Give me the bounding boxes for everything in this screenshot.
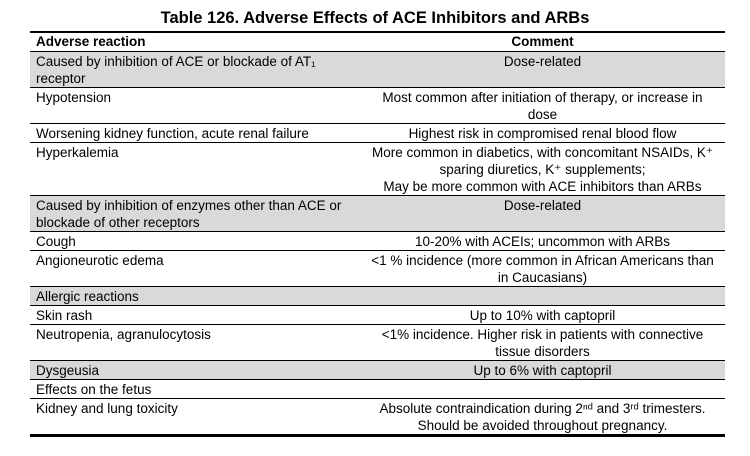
reaction-text-line: Worsening kidney function, acute renal failure	[36, 126, 309, 141]
cell-adverse-reaction	[30, 380, 360, 399]
table-row	[30, 251, 725, 287]
cell-adverse-reaction	[30, 287, 360, 306]
cell-adverse-reaction	[30, 325, 360, 361]
comment-text-line: Should be avoided throughout pregnancy.	[417, 418, 668, 433]
cell-comment	[360, 306, 725, 325]
reaction-text-line: Cough	[36, 234, 76, 249]
comment-text-line: in Caucasians)	[497, 270, 588, 285]
comment-text-line: Up to 6% with captopril	[473, 363, 612, 378]
cell-adverse-reaction	[30, 88, 360, 124]
reaction-text-line: Dysgeusia	[36, 363, 100, 378]
table-row	[30, 88, 725, 124]
table-body	[30, 52, 725, 436]
header-adverse-reaction: Adverse reaction	[30, 32, 360, 52]
cell-comment	[360, 232, 725, 251]
cell-comment	[360, 88, 725, 124]
cell-adverse-reaction	[30, 52, 360, 88]
comment-text-line: tissue disorders	[495, 344, 590, 359]
table-row	[30, 361, 725, 380]
table-row	[30, 52, 725, 88]
table-row	[30, 306, 725, 325]
comment-text-line: Absolute contraindication during 2ⁿᵈ and 3ʳᵈ trimesters.	[379, 401, 706, 416]
header-comment: Comment	[360, 32, 725, 52]
comment-text-line: Dose-related	[503, 198, 582, 213]
table-row	[30, 287, 725, 306]
reaction-text-line: blockade of other receptors	[36, 215, 200, 230]
cell-adverse-reaction	[30, 361, 360, 380]
table-header-row	[30, 32, 725, 52]
adverse-effects-table	[30, 31, 725, 437]
comment-text-line: 10-20% with ACEIs; uncommon with ARBs	[414, 234, 671, 249]
reaction-text-line: Hypotension	[36, 90, 112, 105]
cell-comment	[360, 196, 725, 232]
reaction-text-line: Neutropenia, agranulocytosis	[36, 327, 211, 342]
cell-comment	[360, 361, 725, 380]
reaction-text-line: Effects on the fetus	[36, 382, 152, 397]
comment-text-line: Dose-related	[503, 54, 582, 69]
reaction-text-line: Caused by inhibition of enzymes other than ACE or	[36, 198, 342, 213]
table-title: Table 126. Adverse Effects of ACE Inhibitors and ARBs	[160, 9, 590, 27]
comment-text-line: sparing diuretics, K⁺ supplements;	[439, 162, 646, 177]
reaction-text-line: Hyperkalemia	[36, 145, 119, 160]
table-row	[30, 325, 725, 361]
table-row	[30, 380, 725, 399]
table-row	[30, 143, 725, 196]
cell-comment	[360, 399, 725, 436]
cell-comment	[360, 143, 725, 196]
cell-comment	[360, 124, 725, 143]
comment-text-line: Up to 10% with captopril	[469, 308, 616, 323]
reaction-text-line: Kidney and lung toxicity	[36, 401, 178, 416]
reaction-text-line: Angioneurotic edema	[36, 253, 164, 268]
comment-text-line: May be more common with ACE inhibitors than ARBs	[383, 179, 702, 194]
cell-adverse-reaction	[30, 251, 360, 287]
cell-adverse-reaction	[30, 232, 360, 251]
comment-text-line: More common in diabetics, with concomitant NSAIDs, K⁺	[371, 145, 713, 160]
cell-adverse-reaction	[30, 306, 360, 325]
comment-text-line: Most common after initiation of therapy, or increase in	[382, 90, 703, 105]
cell-comment	[360, 251, 725, 287]
reaction-text-line: Caused by inhibition of ACE or blockade of AT₁ receptor	[36, 54, 316, 86]
comment-text-line	[366, 288, 719, 305]
comment-text-line	[366, 381, 719, 398]
cell-adverse-reaction	[30, 399, 360, 436]
reaction-text-line: Allergic reactions	[36, 289, 139, 304]
table-row	[30, 124, 725, 143]
cell-adverse-reaction	[30, 124, 360, 143]
cell-adverse-reaction	[30, 196, 360, 232]
comment-text-line: Highest risk in compromised renal blood flow	[408, 126, 677, 141]
cell-comment	[360, 325, 725, 361]
cell-adverse-reaction	[30, 143, 360, 196]
reaction-text-line: Skin rash	[36, 308, 93, 323]
cell-comment	[360, 380, 725, 399]
comment-text-line: <1% incidence. Higher risk in patients with connective	[381, 327, 704, 342]
comment-text-line: <1 % incidence (more common in African Americans than	[371, 253, 714, 268]
cell-comment	[360, 52, 725, 88]
cell-comment	[360, 287, 725, 306]
table-row	[30, 399, 725, 436]
comment-text-line: dose	[527, 107, 558, 122]
table-row	[30, 232, 725, 251]
table-row	[30, 196, 725, 232]
